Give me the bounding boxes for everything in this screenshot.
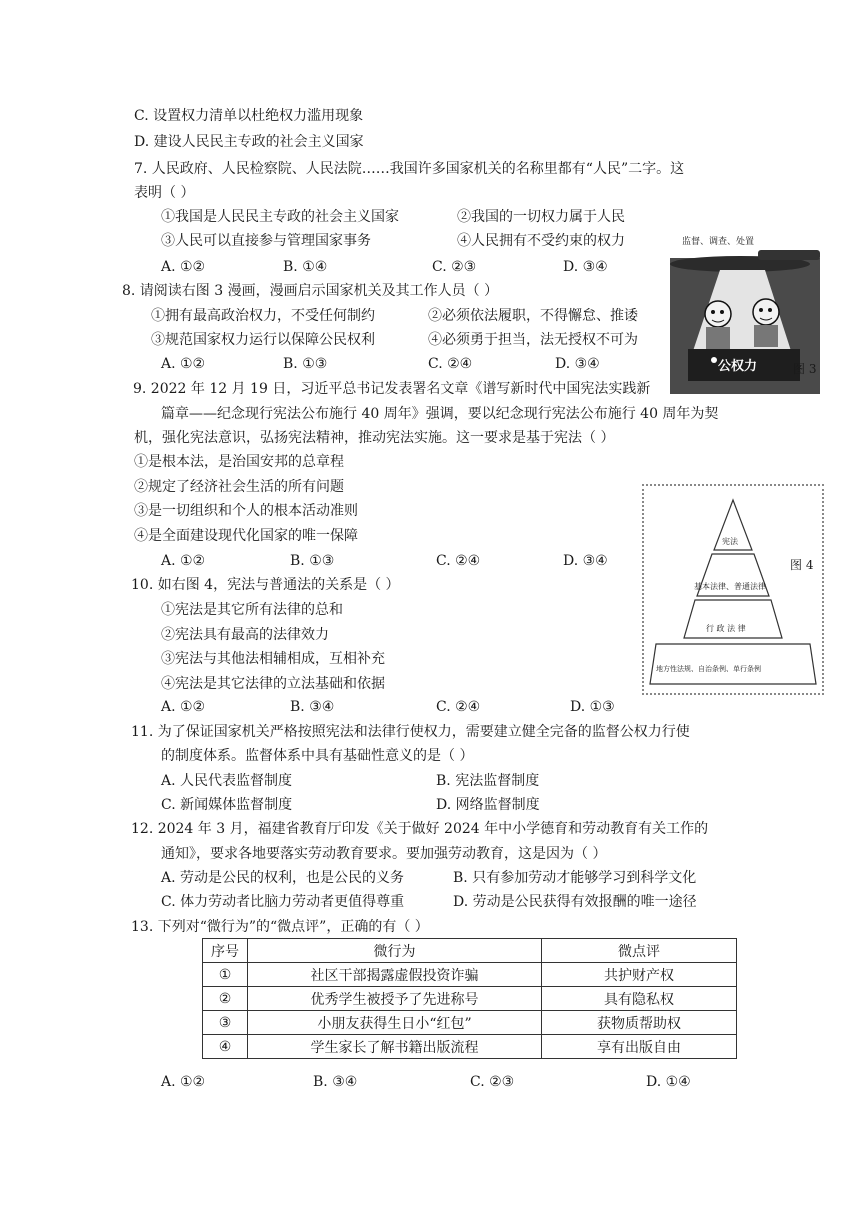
- table-cell: 获物质帮助权: [542, 1011, 737, 1035]
- q9-item-1: ①是根本法，是治国安邦的总章程: [134, 454, 344, 470]
- q10-option-c: C. ②④: [436, 699, 481, 715]
- q12-option-a: A. 劳动是公民的权利，也是公民的义务: [161, 870, 405, 886]
- q11-stem-cont: 的制度体系。监督体系中具有基础性意义的是（ ）: [161, 748, 474, 764]
- behavior-review-table: [202, 938, 737, 1059]
- q9-item-3: ③是一切组织和个人的根本活动准则: [134, 503, 358, 519]
- q11-option-c: C. 新闻媒体监督制度: [161, 797, 293, 813]
- q11-option-d: D. 网络监督制度: [436, 797, 540, 813]
- q9-stem-cont-1: 篇章——纪念现行宪法公布施行 40 周年》强调，要以纪念现行宪法公布施行 40 周年为契: [161, 406, 719, 422]
- q12-option-b: B. 只有参加劳动才能够学习到科学文化: [453, 870, 697, 886]
- q7-item-2: ②我国的一切权力属于人民: [457, 209, 625, 225]
- q10-item-2: ②宪法具有最高的法律效力: [161, 627, 329, 643]
- pyramid-level-basic-laws: 基本法律、普通法律: [694, 582, 766, 591]
- table-cell: ③: [203, 1011, 248, 1035]
- pyramid-level-local: 地方性法规、自治条例、单行条例: [656, 665, 761, 673]
- q7-item-3: ③人民可以直接参与管理国家事务: [161, 233, 371, 249]
- table-cell: ①: [203, 963, 248, 987]
- q9-option-d: D. ③④: [563, 553, 608, 569]
- q12-stem-cont: 通知》，要求各地要落实劳动教育要求。要加强劳动教育，这是因为（ ）: [161, 846, 607, 862]
- q13-option-b: B. ③④: [313, 1074, 358, 1090]
- q12-option-d: D. 劳动是公民获得有效报酬的唯一途径: [453, 894, 697, 910]
- q8-item-3: ③规范国家权力运行以保障公民权利: [151, 332, 375, 348]
- table-row: [203, 987, 737, 1011]
- q7-item-4: ④人民拥有不受约束的权力: [457, 233, 625, 249]
- q12-option-c: C. 体力劳动者比脑力劳动者更值得尊重: [161, 894, 405, 910]
- q10-option-d: D. ①③: [570, 699, 615, 715]
- q8-option-c: C. ②④: [428, 356, 473, 372]
- q7-item-1: ①我国是人民民主专政的社会主义国家: [161, 209, 399, 225]
- table-header-cell: 微行为: [248, 939, 542, 963]
- q7-stem-cont: 表明（ ）: [134, 185, 195, 201]
- table-header-row: [203, 939, 737, 963]
- q11-stem: 11. 为了保证国家机关严格按照宪法和法律行使权力，需要建立健全完备的监督公权力行使: [131, 724, 690, 740]
- q13-option-d: D. ①④: [646, 1074, 691, 1090]
- prev-option-c: C. 设置权力清单以杜绝权力滥用现象: [134, 108, 364, 124]
- cartoon-sign: 公权力: [718, 359, 758, 374]
- q8-option-a: A. ①②: [161, 356, 206, 372]
- table-row: [203, 1035, 737, 1059]
- q9-item-4: ④是全面建设现代化国家的唯一保障: [134, 528, 358, 544]
- q8-item-4: ④必须勇于担当，法无授权不可为: [428, 332, 638, 348]
- q9-item-2: ②规定了经济社会生活的所有问题: [134, 479, 344, 495]
- table-row: [203, 1011, 737, 1035]
- q11-option-b: B. 宪法监督制度: [436, 773, 540, 789]
- q10-option-a: A. ①②: [161, 699, 206, 715]
- q10-option-b: B. ③④: [290, 699, 335, 715]
- q13-stem: 13. 下列对“微行为”的“微点评”，正确的有（ ）: [131, 919, 429, 935]
- table-cell: ④: [203, 1035, 248, 1059]
- cartoon-caption: 监督、调查、处置: [682, 237, 755, 247]
- law-pyramid-figure-4: [642, 484, 824, 695]
- pyramid-level-administrative: 行 政 法 律: [706, 624, 746, 633]
- q9-option-c: C. ②④: [436, 553, 481, 569]
- prev-option-d: D. 建设人民民主专政的社会主义国家: [134, 134, 364, 150]
- q8-stem: 8. 请阅读右图 3 漫画，漫画启示国家机关及其工作人员（ ）: [122, 283, 499, 299]
- q13-option-a: A. ①②: [161, 1074, 206, 1090]
- q9-option-b: B. ①③: [290, 553, 335, 569]
- q7-option-c: C. ②③: [432, 259, 477, 275]
- q8-item-2: ②必须依法履职，不得懈怠、推诿: [428, 308, 638, 324]
- q11-option-a: A. 人民代表监督制度: [161, 773, 293, 789]
- q12-stem: 12. 2024 年 3 月，福建省教育厅印发《关于做好 2024 年中小学德育和劳动教育有关工作的: [131, 821, 709, 837]
- table-cell: 社区干部揭露虚假投资诈骗: [248, 963, 542, 987]
- table-cell: 小朋友获得生日小“红包”: [248, 1011, 542, 1035]
- q7-stem: 7. 人民政府、人民检察院、人民法院……我国许多国家机关的名称里都有“人民”二字。这: [134, 161, 685, 177]
- table-row: [203, 963, 737, 987]
- q9-stem-cont-2: 机，强化宪法意识，弘扬宪法精神，推动宪法实施。这一要求是基于宪法（ ）: [134, 430, 615, 446]
- pyramid-level-constitution: 宪法: [722, 537, 738, 546]
- table-cell: 优秀学生被授予了先进称号: [248, 987, 542, 1011]
- table-cell: 共护财产权: [542, 963, 737, 987]
- q9-stem: 9. 2022 年 12 月 19 日，习近平总书记发表署名文章《谱写新时代中国宪法实践新: [133, 381, 651, 397]
- figure-4-label: 图 4: [790, 558, 814, 572]
- table-header-cell: 微点评: [542, 939, 737, 963]
- table-cell: 学生家长了解书籍出版流程: [248, 1035, 542, 1059]
- q8-option-b: B. ①③: [283, 356, 328, 372]
- table-cell: ②: [203, 987, 248, 1011]
- table-cell: 具有隐私权: [542, 987, 737, 1011]
- q8-item-1: ①拥有最高政治权力，不受任何制约: [151, 308, 375, 324]
- q10-item-4: ④宪法是其它法律的立法基础和依据: [161, 676, 385, 692]
- q7-option-a: A. ①②: [161, 259, 206, 275]
- q10-stem: 10. 如右图 4，宪法与普通法的关系是（ ）: [131, 577, 400, 593]
- q10-item-1: ①宪法是其它所有法律的总和: [161, 602, 343, 618]
- table-header-cell: 序号: [203, 939, 248, 963]
- q9-option-a: A. ①②: [161, 553, 206, 569]
- q7-option-d: D. ③④: [563, 259, 608, 275]
- q10-item-3: ③宪法与其他法相辅相成，互相补充: [161, 651, 385, 667]
- q7-option-b: B. ①④: [283, 259, 328, 275]
- q8-option-d: D. ③④: [555, 356, 600, 372]
- table-cell: 享有出版自由: [542, 1035, 737, 1059]
- q13-option-c: C. ②③: [470, 1074, 515, 1090]
- figure-3-label: 图 3: [793, 362, 817, 376]
